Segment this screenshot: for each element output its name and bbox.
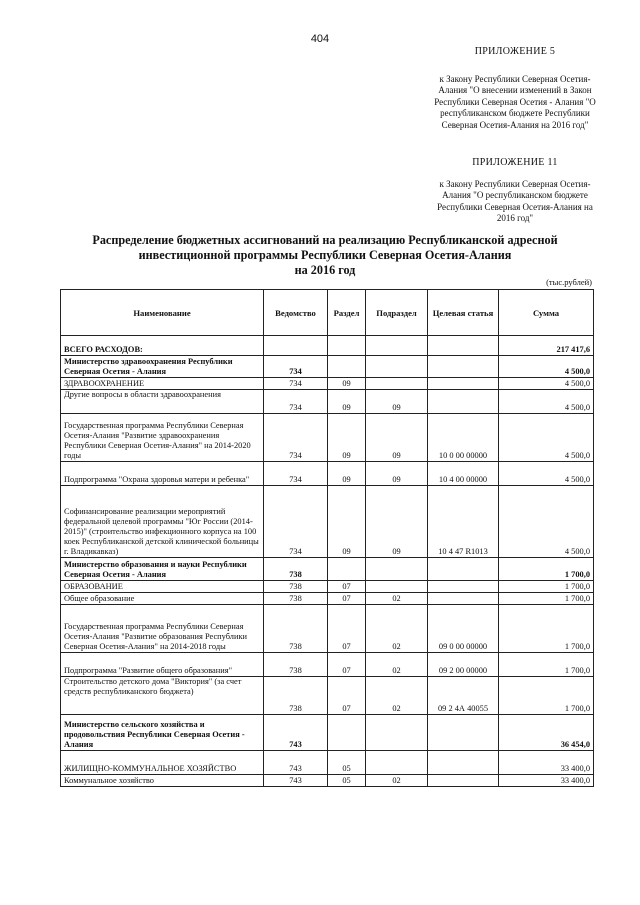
- header-razdel: Раздел: [328, 290, 366, 336]
- cell-podrazdel: 09: [366, 414, 428, 462]
- cell-ved: 738: [264, 558, 328, 581]
- cell-razdel: [328, 336, 366, 356]
- table-row: [61, 414, 594, 462]
- cell-summa: 4 500,0: [499, 486, 594, 558]
- appendix-5-title: ПРИЛОЖЕНИЕ 5: [474, 46, 556, 57]
- table-row: [61, 336, 594, 356]
- cell-summa: 4 500,0: [499, 356, 594, 378]
- cell-statya: [428, 593, 499, 605]
- cell-name: Другие вопросы в области здравоохранения: [61, 390, 264, 414]
- cell-razdel: 05: [328, 775, 366, 787]
- table-row: [61, 378, 594, 390]
- table-row: [61, 356, 594, 378]
- cell-statya: [428, 751, 499, 775]
- cell-razdel: 07: [328, 677, 366, 715]
- cell-ved: 738: [264, 593, 328, 605]
- cell-razdel: 07: [328, 653, 366, 677]
- appendix-11-text: к Закону Республики Северная Осетия-Алания "О республиканском бюджете Республики Северная Осетия-Алания на 2016 год": [437, 178, 593, 223]
- cell-name: Общее образование: [61, 593, 264, 605]
- page-number: 404: [310, 33, 330, 45]
- cell-name: Министерство сельского хозяйства и продовольствия Республики Северная Осетия - Алания: [61, 715, 264, 751]
- cell-podrazdel: 02: [366, 653, 428, 677]
- cell-summa: 1 700,0: [499, 653, 594, 677]
- cell-name: ОБРАЗОВАНИЕ: [61, 581, 264, 593]
- cell-name: Государственная программа Республики Северная Осетия-Алания "Развитие здравоохранения Республики Северная Осетия-Алания" на 2014-2020 годы: [61, 414, 264, 462]
- table-row: [61, 390, 594, 414]
- cell-summa: 1 700,0: [499, 677, 594, 715]
- cell-summa: 4 500,0: [499, 390, 594, 414]
- table-row: [61, 605, 594, 653]
- cell-summa: 4 500,0: [499, 378, 594, 390]
- cell-summa: 217 417,6: [499, 336, 594, 356]
- cell-summa: 1 700,0: [499, 605, 594, 653]
- cell-statya: 10 4 47 R1013: [428, 486, 499, 558]
- table-row: [61, 486, 594, 558]
- cell-razdel: 09: [328, 414, 366, 462]
- cell-razdel: [328, 715, 366, 751]
- title-line-3: на 2016 год: [294, 263, 356, 277]
- cell-statya: [428, 356, 499, 378]
- table-row: [61, 775, 594, 787]
- cell-razdel: 09: [328, 390, 366, 414]
- cell-statya: 09 2 4А 40055: [428, 677, 499, 715]
- header-summa: Сумма: [499, 290, 594, 336]
- cell-name: Подпрограмма "Охрана здоровья матери и ребенка": [61, 462, 264, 486]
- cell-summa: 1 700,0: [499, 558, 594, 581]
- cell-ved: 734: [264, 390, 328, 414]
- table-row: [61, 462, 594, 486]
- cell-razdel: 09: [328, 378, 366, 390]
- cell-summa: 1 700,0: [499, 593, 594, 605]
- header-vedomstvo: Ведомство: [264, 290, 328, 336]
- cell-statya: 09 2 00 00000: [428, 653, 499, 677]
- table-row: [61, 653, 594, 677]
- cell-summa: 36 454,0: [499, 715, 594, 751]
- cell-name: Подпрограмма "Развитие общего образования": [61, 653, 264, 677]
- cell-ved: 734: [264, 356, 328, 378]
- cell-statya: [428, 390, 499, 414]
- table-row: [61, 593, 594, 605]
- cell-podrazdel: [366, 751, 428, 775]
- appendix-5-text: к Закону Республики Северная Осетия-Алания "О внесении изменений в Закон Республики Северная Осетия - Алания "О республиканском бюджете Республики Северная Осетия-Алания на 2016 год": [434, 73, 596, 130]
- cell-podrazdel: 09: [366, 390, 428, 414]
- cell-podrazdel: 09: [366, 462, 428, 486]
- appendix-5-header: [430, 46, 600, 131]
- cell-podrazdel: 02: [366, 677, 428, 715]
- title-line-2: инвестиционной программы Республики Северная Осетия-Алания: [138, 248, 512, 262]
- table-header-row: [61, 290, 594, 336]
- table-row: [61, 558, 594, 581]
- table-row: [61, 751, 594, 775]
- cell-podrazdel: [366, 581, 428, 593]
- cell-razdel: 09: [328, 462, 366, 486]
- cell-statya: [428, 715, 499, 751]
- cell-razdel: 07: [328, 581, 366, 593]
- cell-ved: 743: [264, 775, 328, 787]
- cell-summa: 33 400,0: [499, 751, 594, 775]
- cell-summa: 33 400,0: [499, 775, 594, 787]
- cell-podrazdel: [366, 715, 428, 751]
- cell-statya: 09 0 00 00000: [428, 605, 499, 653]
- cell-podrazdel: 09: [366, 486, 428, 558]
- header-name: Наименование: [61, 290, 264, 336]
- budget-table: [60, 289, 594, 787]
- cell-statya: [428, 336, 499, 356]
- title-line-1: Распределение бюджетных ассигнований на реализацию Республиканской адресной: [92, 233, 558, 247]
- cell-podrazdel: [366, 336, 428, 356]
- cell-summa: 4 500,0: [499, 462, 594, 486]
- cell-ved: 743: [264, 751, 328, 775]
- cell-razdel: 07: [328, 605, 366, 653]
- cell-name: Софинансирование реализации мероприятий федеральной целевой программы "Юг России (2014-2015)" (строительство инфекционного корпуса на 100 коек Республиканской детской клинической больницы г. Владикавказ): [61, 486, 264, 558]
- document-title: [60, 233, 590, 278]
- cell-podrazdel: [366, 378, 428, 390]
- cell-name: Министерство образования и науки Республики Северная Осетия - Алания: [61, 558, 264, 581]
- cell-statya: [428, 775, 499, 787]
- cell-summa: 4 500,0: [499, 414, 594, 462]
- cell-ved: 734: [264, 462, 328, 486]
- cell-ved: 743: [264, 715, 328, 751]
- header-podrazdel: Подраздел: [366, 290, 428, 336]
- cell-podrazdel: [366, 356, 428, 378]
- header-statya: Целевая статья: [428, 290, 499, 336]
- cell-razdel: 09: [328, 486, 366, 558]
- cell-ved: 734: [264, 378, 328, 390]
- cell-name: ЖИЛИЩНО-КОММУНАЛЬНОЕ ХОЗЯЙСТВО: [61, 751, 264, 775]
- cell-ved: 738: [264, 653, 328, 677]
- units-label: (тыс.рублей): [546, 277, 592, 287]
- cell-name: Коммунальное хозяйство: [61, 775, 264, 787]
- appendix-11-title: ПРИЛОЖЕНИЕ 11: [472, 157, 558, 168]
- cell-name: Государственная программа Республики Северная Осетия-Алания "Развитие образования Республики Северная Осетия-Алания" на 2014-2018 годы: [61, 605, 264, 653]
- cell-ved: 738: [264, 581, 328, 593]
- cell-razdel: [328, 356, 366, 378]
- cell-name: Министерство здравоохранения Республики Северная Осетия - Алания: [61, 356, 264, 378]
- cell-ved: 738: [264, 677, 328, 715]
- cell-name: ВСЕГО РАСХОДОВ:: [61, 336, 264, 356]
- table-row: [61, 581, 594, 593]
- cell-razdel: [328, 558, 366, 581]
- cell-statya: 10 0 00 00000: [428, 414, 499, 462]
- cell-statya: [428, 581, 499, 593]
- cell-razdel: 07: [328, 593, 366, 605]
- table-row: [61, 677, 594, 715]
- appendix-11-header: [430, 157, 600, 225]
- table-row: [61, 715, 594, 751]
- cell-summa: 1 700,0: [499, 581, 594, 593]
- cell-statya: 10 4 00 00000: [428, 462, 499, 486]
- cell-ved: [264, 336, 328, 356]
- cell-ved: 738: [264, 605, 328, 653]
- cell-podrazdel: 02: [366, 605, 428, 653]
- cell-name: Строительство детского дома "Виктория" (за счет средств республиканского бюджета): [61, 677, 264, 715]
- cell-ved: 734: [264, 414, 328, 462]
- cell-name: ЗДРАВООХРАНЕНИЕ: [61, 378, 264, 390]
- cell-podrazdel: 02: [366, 593, 428, 605]
- cell-podrazdel: [366, 558, 428, 581]
- cell-podrazdel: 02: [366, 775, 428, 787]
- cell-statya: [428, 558, 499, 581]
- cell-ved: 734: [264, 486, 328, 558]
- cell-razdel: 05: [328, 751, 366, 775]
- cell-statya: [428, 378, 499, 390]
